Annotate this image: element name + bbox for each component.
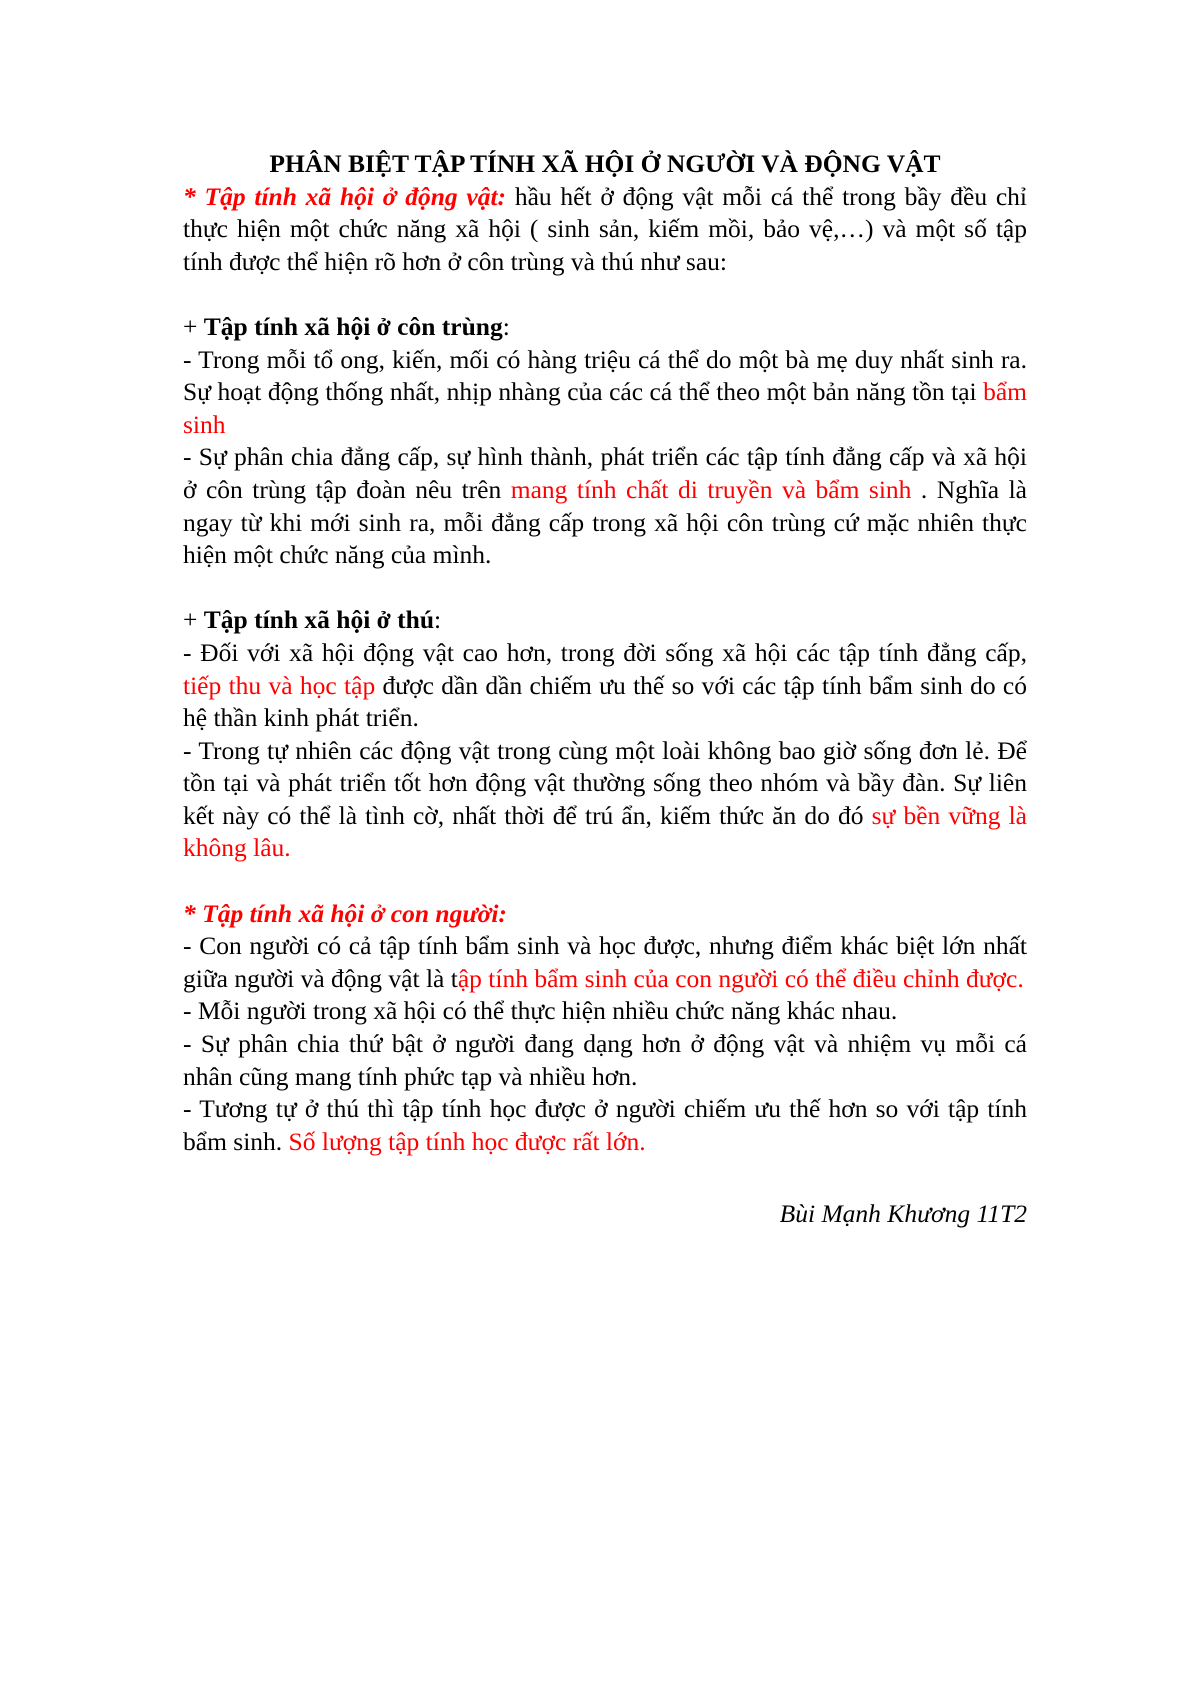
mammals-paragraph-2 [183,735,1027,865]
insects-p1-text: - Trong mỗi tổ ong, kiến, mối có hàng triệu cá thể do một bà mẹ duy nhất sinh ra. Sự hoạt động thống nhất, nhịp nhàng của các cá thể theo một bản năng tồn tại [183,344,1027,407]
insects-p2-after: . Nghĩa là ngay từ khi mới sinh ra, mỗi đẳng cấp trong xã hội côn trùng cứ mặc nhiên thực hiện một chức năng của mình. [183,474,1027,570]
insects-p2-text: - Sự phân chia đẳng cấp, sự hình thành, phát triển các tập tính đẳng cấp và xã hội ở côn trùng tập đoàn nêu trên [183,442,1027,504]
mammals-colon: : [434,605,442,635]
animal-intro-paragraph [183,181,1027,279]
human-p4-text: - Tương tự ở thú thì tập tính học được ở người chiếm ưu thế hơn so với tập tính bẩm sinh. [183,1094,1027,1156]
mammals-p1-after: được dần dần chiếm ưu thế so với các tập tính bẩm sinh do có hệ thần kinh phát triển. [183,670,1027,733]
human-paragraph-2: - Mỗi người trong xã hội có thể thực hiện nhiều chức năng khác nhau. [183,996,898,1026]
mammals-heading-line [183,604,1027,637]
insects-heading: Tập tính xã hội ở côn trùng [203,311,503,341]
mammals-heading: Tập tính xã hội ở thú [203,605,435,635]
mammals-p2-highlight: sự bền vững là không lâu. [183,800,1027,863]
mammals-p2-text: - Trong tự nhiên các động vật trong cùng một loài không bao giờ sống đơn lẻ. Để tồn tại và phát triển tốt hơn động vật thường sống theo nhóm và bầy đàn. Sự liên kết này có thể là tình cờ, nhất thời để trú ẩn, kiếm thức ăn do đó [183,735,1027,830]
human-p1-highlight: ập tính bẩm sinh của con người có thể điều chỉnh được. [457,963,1024,993]
mammals-paragraph-1 [183,637,1027,735]
insects-p2-highlight: mang tính chất di truyền và bẩm sinh [510,474,912,504]
insects-colon: : [502,311,510,341]
mammals-prefix: + [183,605,204,635]
insects-prefix: + [183,311,204,341]
insects-heading-line [183,311,1027,344]
human-p1-text: - Con người có cả tập tính bẩm sinh và học được, nhưng điểm khác biệt lớn nhất giữa người và động vật là t [183,931,1027,993]
animal-intro-text: hầu hết ở động vật mỗi cá thể trong bầy đều chỉ thực hiện một chức năng xã hội ( sinh sản, kiếm mồi, bảo vệ,…) và một số tập tính được thể hiện rõ hơn ở côn trùng và thú như sau: [183,181,1027,276]
mammals-p1-highlight: tiếp thu và học tập [183,670,376,700]
insects-p1-highlight: bẩm sinh [183,377,1027,439]
human-section-heading: * Tập tính xã hội ở con người: [183,898,507,928]
spacer [183,278,1027,311]
human-p4-highlight: Số lượng tập tính học được rất lớn. [288,1126,646,1156]
spacer [183,865,1027,898]
insects-paragraph-1 [183,344,1027,442]
human-paragraph-4 [183,1093,1027,1158]
animal-section-heading: * Tập tính xã hội ở động vật: [183,181,507,211]
document-body [183,148,1027,1257]
human-paragraph-1 [183,930,1027,995]
mammals-p1-before: - Đối với xã hội động vật cao hơn, trong đời sống xã hội các tập tính đẳng cấp, [183,637,1027,667]
page-title: PHÂN BIỆT TẬP TÍNH XÃ HỘI Ở NGƯỜI VÀ ĐỘNG VẬT [269,149,941,178]
human-paragraph-3: - Sự phân chia thứ bật ở người đang dạng hơn ở động vật và nhiệm vụ mỗi cá nhân cũng mang tính phức tạp và nhiều hơn. [183,1029,1027,1091]
insects-paragraph-2 [183,441,1027,571]
spacer [183,572,1027,605]
author-signature: Bùi Mạnh Khương 11T2 [779,1199,1027,1229]
